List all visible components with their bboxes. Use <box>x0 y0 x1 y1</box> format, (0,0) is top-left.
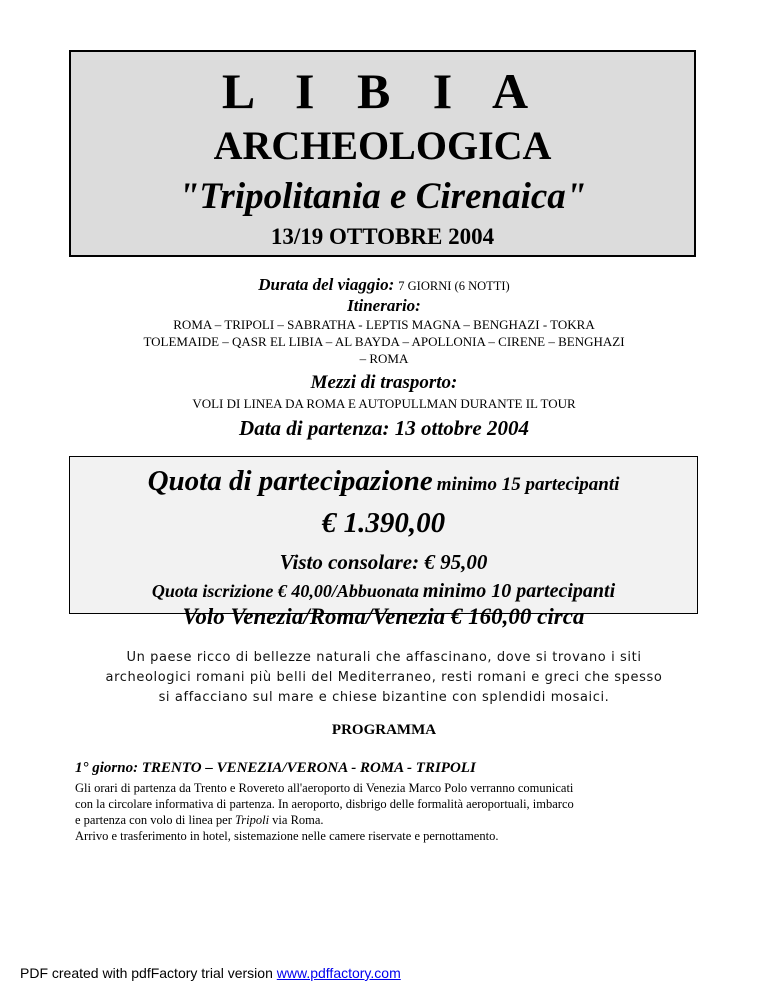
day-1-line-text: e partenza con volo di linea per <box>75 813 235 827</box>
intro-line: Un paese ricco di bellezze naturali che affascinano, dove si trovano i siti <box>126 650 642 665</box>
title-dates: 13/19 OTTOBRE 2004 <box>270 224 495 249</box>
footer-text: PDF created with pdfFactory trial version <box>20 965 277 981</box>
itinerario-label: Itinerario: <box>347 296 421 315</box>
quota-line <box>70 461 697 506</box>
day-1-title: 1° giorno: TRENTO – VENEZIA/VERONA - ROMA - TRIPOLI <box>75 760 476 776</box>
title-libia: L I B I A <box>221 63 544 119</box>
pdf-footer <box>20 965 401 981</box>
iscrizione-text: Quota iscrizione € 40,00/Abbuonata <box>151 581 419 601</box>
mezzi-value: VOLI DI LINEA DA ROMA E AUTOPULLMAN DURANTE IL TOUR <box>192 396 576 411</box>
partenza-date: Data di partenza: 13 ottobre 2004 <box>239 416 529 440</box>
day-1-line-text: via Roma. <box>269 813 324 827</box>
itinerario-line: – ROMA <box>359 351 409 366</box>
intro-line: si affacciano sul mare e chiese bizantine con splendidi mosaici. <box>158 690 610 705</box>
intro-line: archeologici romani più belli del Mediterraneo, resti romani e greci che spesso <box>105 670 663 685</box>
day-1-line: con la circolare informativa di partenza. In aeroporto, disbrigo delle formalità aeroportuali, imbarco <box>75 797 574 811</box>
itinerario-line: TOLEMAIDE – QASR EL LIBIA – AL BAYDA – APOLLONIA – CIRENE – BENGHAZI <box>143 334 625 349</box>
visto-consolare: Visto consolare: € 95,00 <box>279 550 488 574</box>
mezzi-label: Mezzi di trasporto: <box>310 372 458 393</box>
day-1-line <box>75 812 715 828</box>
volo-price: Volo Venezia/Roma/Venezia € 160,00 circa <box>182 604 585 629</box>
day-1-section <box>75 758 715 844</box>
title-box <box>69 50 696 257</box>
day-1-line: Gli orari di partenza da Trento e Rovereto all'aeroporto di Venezia Marco Polo verranno comunicati <box>75 781 574 795</box>
quota-min: minimo 15 partecipanti <box>436 474 620 495</box>
itinerario-line: ROMA – TRIPOLI – SABRATHA - LEPTIS MAGNA – BENGHAZI - TOKRA <box>173 317 595 332</box>
iscrizione-min: minimo 10 partecipanti <box>422 580 616 602</box>
title-archeologica: ARCHEOLOGICA <box>213 123 552 168</box>
intro-paragraph <box>60 648 708 708</box>
durata-label: Durata del viaggio: <box>258 275 395 294</box>
day-1-city: Tripoli <box>235 813 270 827</box>
programma-heading: PROGRAMMA <box>331 722 437 738</box>
iscrizione-line <box>70 578 697 604</box>
title-subtitle: "Tripolitania e Cirenaica" <box>178 176 587 217</box>
trip-info <box>60 275 708 442</box>
price-value: € 1.390,00 <box>321 507 446 539</box>
day-1-line: Arrivo e trasferimento in hotel, sistemazione nelle camere riservate e pernottamento. <box>75 829 499 843</box>
durata-value: 7 GIORNI (6 NOTTI) <box>398 279 510 293</box>
price-box <box>69 456 698 629</box>
day-1-text <box>75 780 715 844</box>
quota-label: Quota di partecipazione <box>147 465 433 497</box>
durata-line <box>60 275 708 296</box>
footer-link[interactable]: www.pdffactory.com <box>276 965 401 981</box>
